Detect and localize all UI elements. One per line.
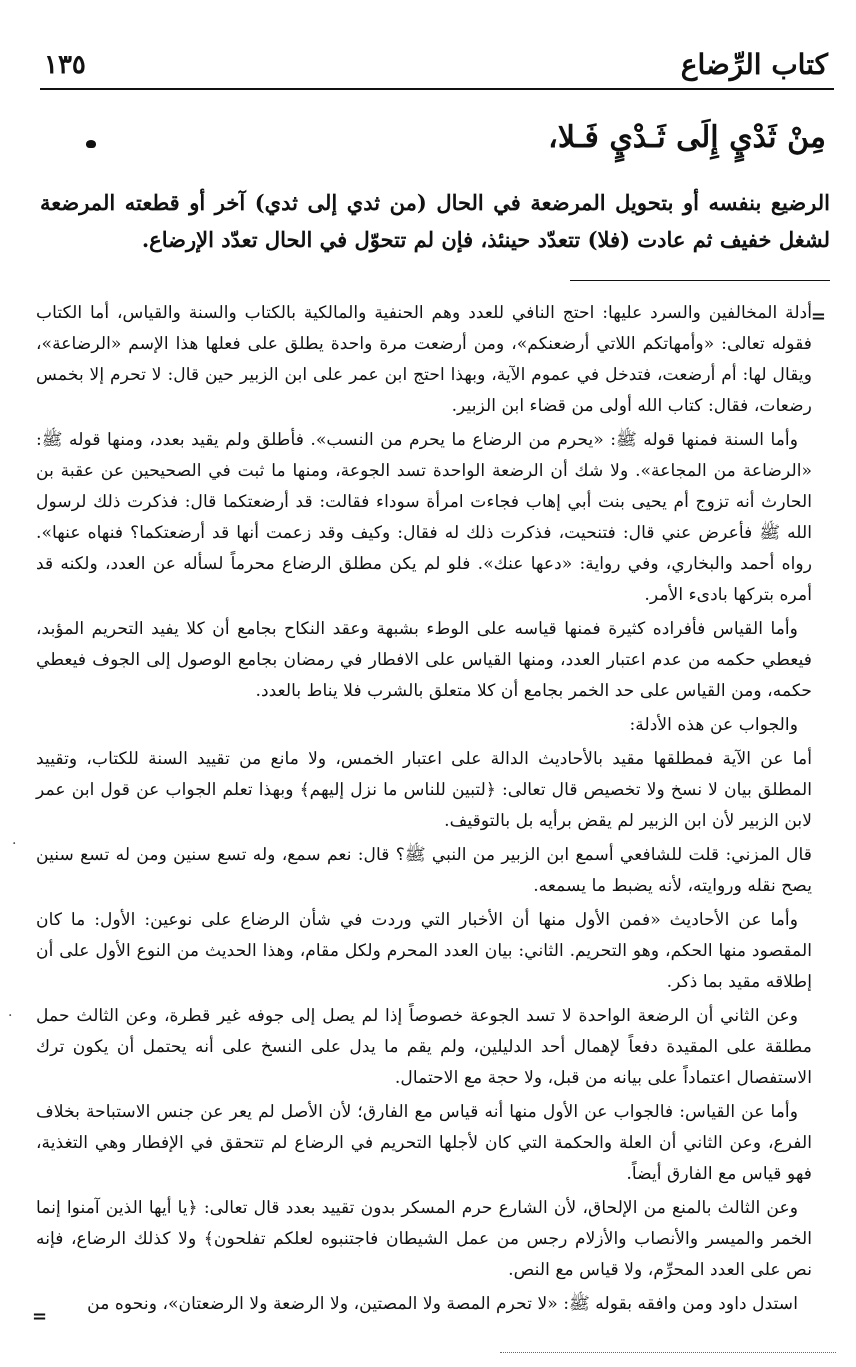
- footnote-paragraph: قال المزني: قلت للشافعي أسمع ابن الزبير من النبي ﷺ؟ قال: نعم سمع، وله تسع سنين ومن له تسع سنين يصح نقله وروايته، لأنه يضبط ما يسمعه.: [36, 845, 812, 896]
- scan-edge-noise: [500, 1352, 836, 1353]
- footnote-paragraph: وأما القياس فأفراده كثيرة فمنها قياسه على الوطء بشبهة وعقد النكاح بجامع أن كلا يفيد التحريم المؤبد، فيعطي حكمه من عدم اعتبار العدد، ومنها القياس على الافطار في رمضان بجامع الوصول إلى الجوف فيعطي حكمه، ومن القياس على حد الخمر بجامع أن كلا متعلق بالشرب فلا يناط بالعدد.: [36, 619, 812, 701]
- scan-artifact: ·: [8, 1008, 13, 1024]
- footnote-paragraph: استدل داود ومن وافقه بقوله ﷺ: «لا تحرم المصة ولا المصتين، ولا الرضعة ولا الرضعتان»، ونحوه من: [87, 1294, 798, 1314]
- footnote-paragraph: وعن الثاني أن الرضعة الواحدة لا تسد الجوعة خصوصاً إذا لم يصل إلى جوفه غير قطرة، وعن الثالث حمل مطلقة على المقيدة دفعاً لإهمال أحد الدليلين، ولم يقم ما يدل على النسخ على أنه يحتمل أن يكون ترك الاستفصال اعتماداً على بيانه من قبل، ولا حجة مع الاحتمال.: [36, 1006, 812, 1088]
- commentary-block: [40, 184, 830, 258]
- footnote-paragraph: وأما عن الأحاديث «فمن الأول منها أن الأخبار التي وردت في شأن الرضاع على نوعين: الأول: ما كان المقصود منها الحكم، وهو التحريم. الثاني: بيان العدد المحرم ولكل مقام، وهذا الحديث من النوع الأول على أن إطلاقه مقيد بما ذكر.: [36, 910, 812, 992]
- footnote-continues-mark: =: [32, 1306, 48, 1327]
- footnote-paragraph: أدلة المخالفين والسرد عليها: احتج النافي للعدد وهم الحنفية والمالكية بالكتاب والسنة والقياس، أما الكتاب فقوله تعالى: «وأمهاتكم اللاتي أرضعنكم»، ومن أرضعت مرة واحدة يطلق على فعلها هذا الإسم «الرضاعة»، ويقال لها: أم أرضعت، فتدخل في عموم الآية، وبهذا احتج ابن عمر على ابن الزبير حين قال: لا تحرم إلا بخمس رضعات، فقال: كتاب الله أولى من قضاء ابن الزبير.: [36, 303, 812, 416]
- footnote-continuation-mark: =: [810, 306, 826, 327]
- scan-artifact: ·: [12, 836, 17, 852]
- commentary-paragraph: الرضيع بنفسه أو بتحويل المرضعة في الحال (من ثدي إلى ثدي) آخر أو قطعته المرضعة لشغل خفيف ثم عادت (فلا) تتعدّد حينئذ، فإن لم تتحوّل في الحال تعدّد الإرضاع.: [40, 190, 830, 252]
- footnotes-block: [36, 298, 812, 1323]
- chapter-title: كتاب الرِّضاع: [680, 48, 828, 81]
- footnote-paragraph: وعن الثالث بالمنع من الإلحاق، لأن الشارع حرم المسكر بدون تقييد بعدد قال تعالى: ﴿يا أيها الذين آمنوا إنما الخمر والميسر والأنصاب والأزلام رجس من عمل الشيطان فاجتنبوه لعلكم تفلحون﴾ ولا كذلك الرضاع، فإنه نص على العدد المحرِّم، ولا قياس مع النص.: [36, 1198, 812, 1280]
- page-number: ١٣٥: [44, 50, 86, 80]
- footnote-paragraph: وأما السنة فمنها قوله ﷺ: «يحرم من الرضاع ما يحرم من النسب». فأطلق ولم يقيد بعدد، ومنها قوله ﷺ: «الرضاعة من المجاعة». ولا شك أن الرضعة الواحدة تسد الجوعة، ومنها ما ثبت في الصحيحين عن عقبة بن الحارث أنه تزوج أم يحيى بنت أبي إهاب فجاءت امرأة سوداء فقالت: قد أرضعتكما قال: فذكرت ذلك لرسول الله ﷺ فأعرض عني قال: فتنحيت، فذكرت ذلك له فقال: وكيف وقد زعمت أنها قد أرضعتكما؟ فنهاه عنها». رواه أحمد والبخاري، وفي رواية: «دعها عنك». فلو لم يكن مطلق الرضاع محرماً لسأله عن العدد، ولكنه قد أمره بتركها بادىء الأمر.: [36, 430, 812, 605]
- ink-dot: [86, 140, 96, 148]
- footnote-paragraph: وأما عن القياس: فالجواب عن الأول منها أنه قياس مع الفارق؛ لأن الأصل لم يعر عن جنس الاستباحة بخلاف الفرع، وعن الثاني أن العلة والحكمة التي كان لأجلها التحريم في الرضاع لم تتحقق في الإفطار وهي التغذية، فهو قياس مع الفارق أيضاً.: [36, 1102, 812, 1184]
- page-header: [44, 48, 828, 84]
- footnote-paragraph: والجواب عن هذه الأدلة:: [629, 715, 798, 735]
- footnote-paragraph: أما عن الآية فمطلقها مقيد بالأحاديث الدالة على اعتبار الخمس، ولا مانع من تقييد السنة للكتاب، وتقييد المطلق بيان لا نسخ ولا تخصيص قال تعالى: ﴿لتبين للناس ما نزل إليهم﴾ وبهذا تعلم الجواب عن قول ابن عمر لابن الزبير لأن ابن الزبير لم يقض برأيه بل بالتوقيف.: [36, 749, 812, 831]
- header-divider: [40, 88, 834, 90]
- footnote-divider: [570, 280, 830, 281]
- matn-text: مِنْ ثَدْيٍ إِلَى ثَـدْيٍ فَـلا،: [548, 120, 826, 155]
